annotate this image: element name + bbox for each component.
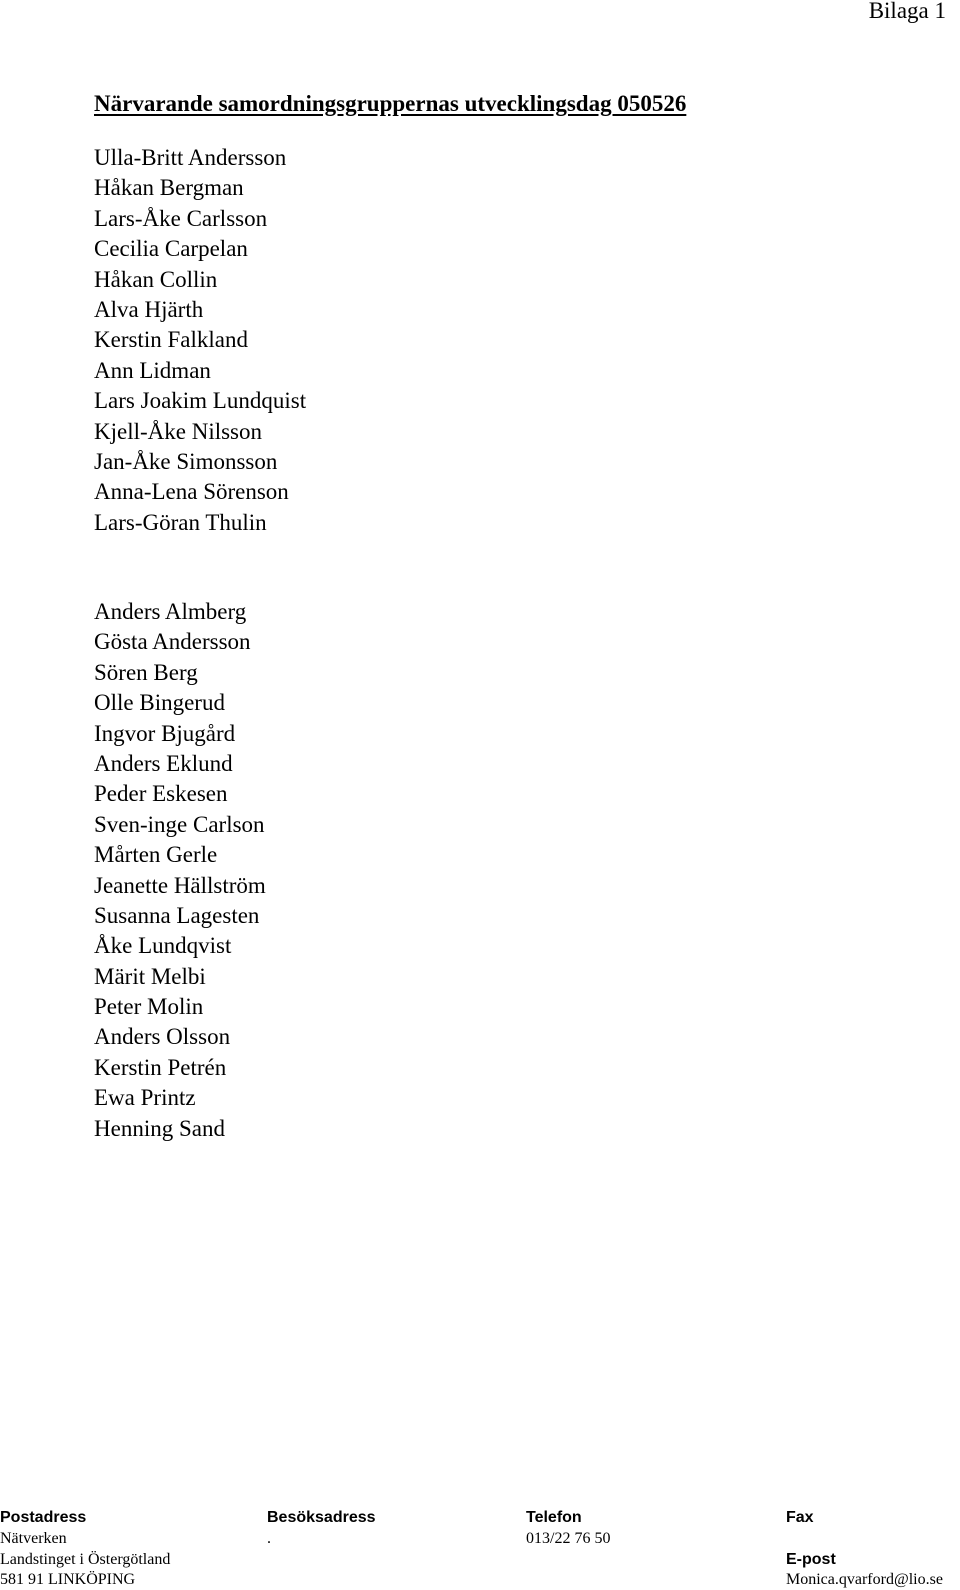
document-footer [0,1508,960,1590]
postadress-line-1: Nätverken [0,1530,67,1547]
attendee-name: Susanna Lagesten [94,902,260,928]
attendee-name: Ewa Printz [94,1085,196,1111]
attendee-name: Jan-Åke Simonsson [94,448,278,474]
attendee-name: Håkan Bergman [94,175,244,201]
document-title: Närvarande samordningsgruppernas utvecklingsdag 050526 [94,91,687,116]
attendee-name: Kerstin Falkland [94,327,248,353]
attendee-name: Henning Sand [94,1115,225,1141]
postadress-line-2: Landstinget i Östergötland [0,1551,171,1568]
attendee-name: Lars-Göran Thulin [94,509,267,535]
attendee-name: Kjell-Åke Nilsson [94,418,263,444]
attendee-name: Cecilia Carpelan [94,236,248,262]
attendee-name: Ulla-Britt Andersson [94,145,287,170]
attendee-name: Anders Olsson [94,1024,231,1050]
attendee-name: Ann Lidman [94,357,211,383]
epost-value: Monica.qvarford@lio.se [786,1571,943,1588]
attendee-name: Mårten Gerle [94,842,218,868]
telefon-value: 013/22 76 50 [526,1530,611,1547]
besoksadress-label: Besöksadress [267,1509,376,1526]
telefon-label: Telefon [526,1509,582,1526]
attendee-name: Anders Almberg [94,599,247,624]
attendee-list-group-1 [94,143,306,538]
postadress-line-3: 581 91 LINKÖPING [0,1571,136,1588]
attendee-name: Sören Berg [94,659,198,685]
attendee-name: Lars-Åke Carlsson [94,205,268,231]
attendee-name: Kerstin Petrén [94,1054,227,1080]
attendee-name: Sven-inge Carlson [94,811,265,837]
attendee-name: Gösta Andersson [94,629,251,655]
attendee-name: Märit Melbi [94,963,206,989]
besoksadress-value: . [267,1530,271,1547]
fax-label: Fax [786,1509,814,1526]
attendee-name: Jeanette Hällström [94,872,266,898]
epost-label: E-post [786,1551,836,1568]
page-header-label: Bilaga 1 [868,0,946,23]
attendee-name: Åke Lundqvist [94,933,232,959]
attendee-name: Håkan Collin [94,266,218,292]
attendee-name: Anders Eklund [94,750,233,776]
attendee-name: Olle Bingerud [94,690,225,716]
attendee-name: Ingvor Bjugård [94,720,236,746]
attendee-name: Alva Hjärth [94,296,204,322]
attendee-name: Lars Joakim Lundquist [94,388,307,414]
postadress-label: Postadress [0,1509,87,1526]
attendee-name: Peter Molin [94,994,204,1020]
attendee-list-group-2 [94,597,266,1144]
attendee-name: Anna-Lena Sörenson [94,479,289,505]
attendee-name: Peder Eskesen [94,781,228,807]
